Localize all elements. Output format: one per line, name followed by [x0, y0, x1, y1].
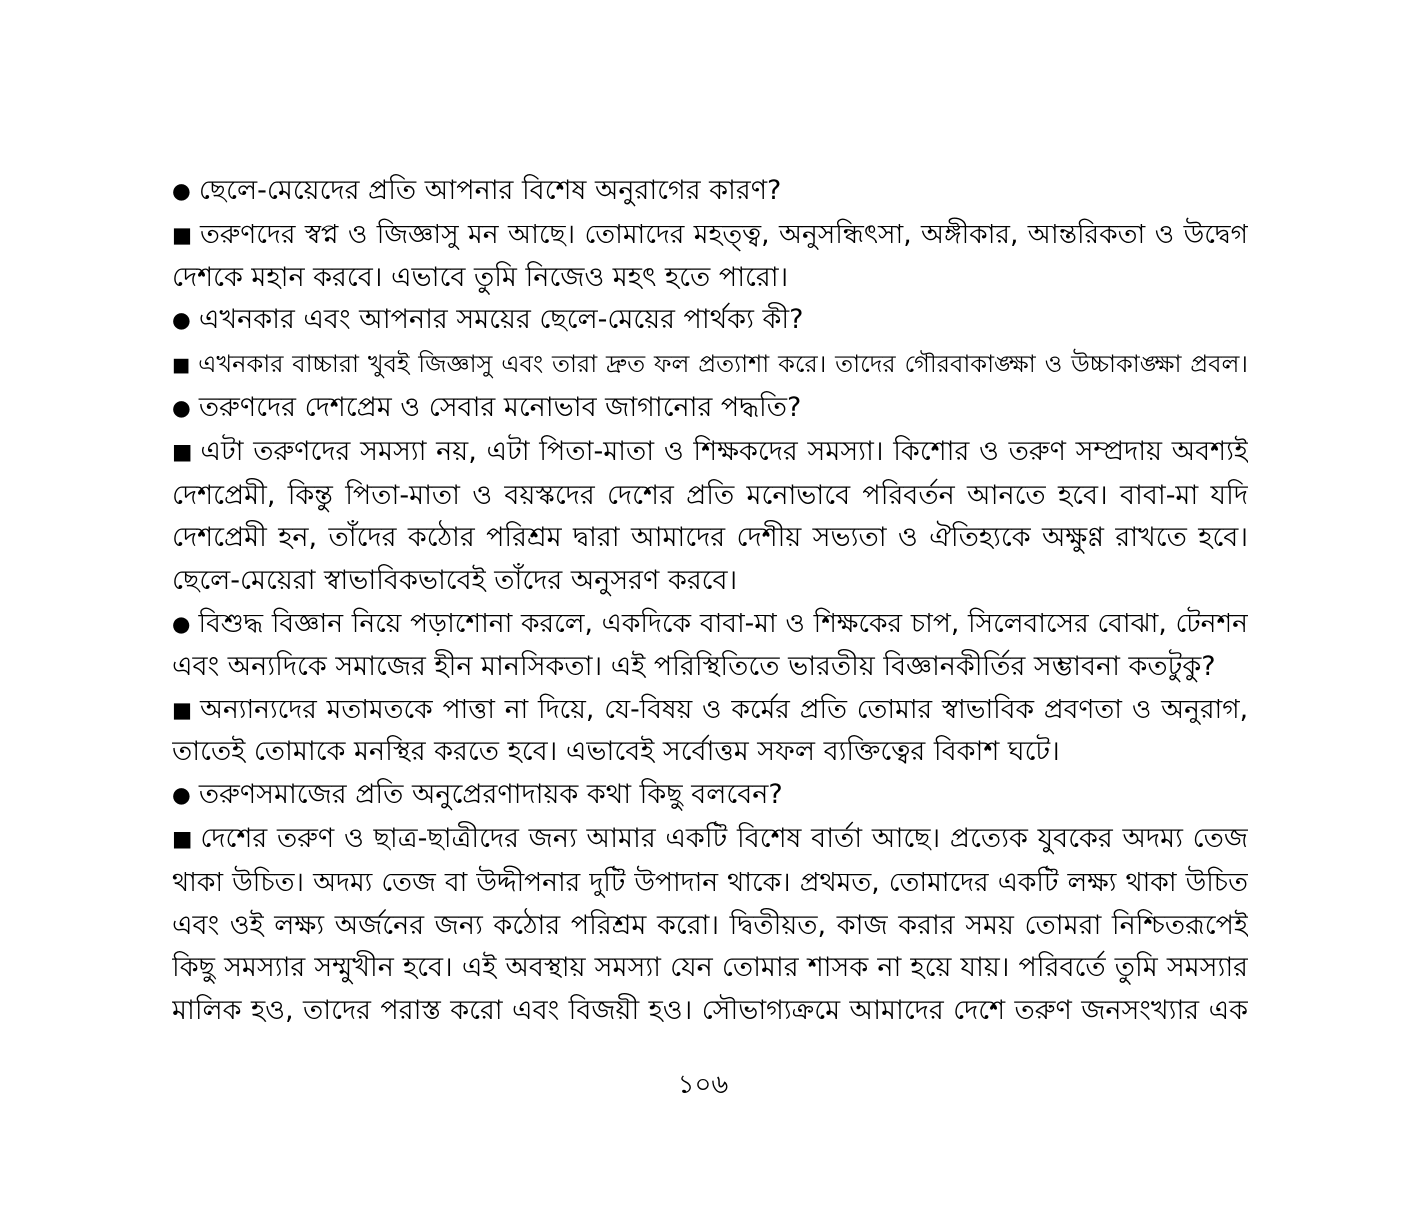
text-line: [172, 299, 1248, 343]
answer-text: দেশপ্রেমী, কিন্তু পিতা-মাতা ও বয়স্কদের দেশের প্রতি মনোভাবে পরিবর্তন আনতে হবে। বাবা-মা যদি: [172, 479, 1248, 511]
question-text: তরুণসমাজের প্রতি অনুপ্রেরণাদায়ক কথা কিছু বলবেন?: [198, 779, 783, 811]
answer-text: মালিক হও, তাদের পরাস্ত করো এবং বিজয়ী হও। সৌভাগ্যক্রমে আমাদের দেশে তরুণ জনসংখ্যার এক: [172, 995, 1248, 1027]
text-line: [172, 257, 1248, 300]
question-text: এবং অন্যদিকে সমাজের হীন মানসিকতা। এই পরিস্থিতিতে ভারতীয় বিজ্ঞানকীর্তির সম্ভাবনা কতটুকু?: [172, 650, 1216, 682]
answer-text: দেশকে মহান করবে। এভাবে তুমি নিজেও মহৎ হতে পারো।: [172, 261, 789, 293]
question-2: [172, 299, 1248, 343]
text-line: [172, 560, 1248, 603]
answer-bullet-icon: ■: [172, 439, 193, 465]
question-bullet-icon: ●: [172, 395, 191, 421]
question-text: এখনকার এবং আপনার সময়ের ছেলে-মেয়ের পার্থক্য কী?: [198, 304, 804, 336]
question-bullet-icon: ●: [172, 783, 191, 809]
answer-3: [172, 431, 1248, 603]
answer-bullet-icon: ■: [172, 826, 193, 852]
text-line: [172, 603, 1248, 646]
answer-text: এটা তরুণদের সমস্যা নয়, এটা পিতা-মাতা ও শিক্ষকদের সমস্যা। কিশোর ও তরুণ সম্প্রদায় অবশ্যই: [200, 435, 1248, 467]
answer-text: কিছু সমস্যার সম্মুখীন হবে। এই অবস্থায় সমস্যা যেন তোমার শাসক না হয়ে যায়। পরিবর্তে তুমি সমস্যার: [172, 952, 1248, 984]
question-bullet-icon: ●: [172, 179, 191, 204]
text-line: [172, 990, 1248, 1033]
page-number: ১০৬: [677, 1070, 729, 1100]
text-line: [172, 517, 1248, 560]
question-text: ছেলে-মেয়েদের প্রতি আপনার বিশেষ অনুরাগের কারণ?: [198, 175, 782, 206]
answer-text: থাকা উচিত। অদম্য তেজ বা উদ্দীপনার দুটি উপাদান থাকে। প্রথমত, তোমাদের একটি লক্ষ্য থাকা উচিত: [172, 866, 1248, 898]
text-line: [172, 862, 1248, 905]
text-line: [172, 475, 1248, 518]
answer-text: অন্যান্যদের মতামতকে পাত্তা না দিয়ে, যে-বিষয় ও কর্মের প্রতি তোমার স্বাভাবিক প্রবণতা ও অনুরাগ,: [200, 693, 1248, 725]
text-line: [172, 774, 1248, 818]
text-line: [172, 689, 1248, 732]
question-bullet-icon: ●: [172, 610, 191, 636]
page-body: [172, 170, 1248, 1033]
answer-text: তাতেই তোমাকে মনস্থির করতে হবে। এভাবেই সর্বোত্তম সফল ব্যক্তিত্বের বিকাশ ঘটে।: [172, 736, 1060, 768]
text-line: [172, 947, 1248, 990]
text-line: [172, 731, 1248, 774]
answer-text: ছেলে-মেয়েরা স্বাভাবিকভাবেই তাঁদের অনুসরণ করবে।: [172, 565, 738, 597]
question-text: তরুণদের দেশপ্রেম ও সেবার মনোভাব জাগানোর পদ্ধতি?: [198, 391, 802, 423]
answer-4: [172, 689, 1248, 775]
answer-bullet-icon: ■: [172, 696, 193, 722]
answer-text: দেশের তরুণ ও ছাত্র-ছাত্রীদের জন্য আমার একটি বিশেষ বার্তা আছে। প্রত্যেক যুবকের অদম্য তেজ: [200, 822, 1248, 854]
question-1: [172, 170, 1248, 214]
question-3: [172, 387, 1248, 431]
question-5: [172, 774, 1248, 818]
answer-2: [172, 343, 1248, 387]
question-text: বিশুদ্ধ বিজ্ঞান নিয়ে পড়াশোনা করলে, একদিকে বাবা-মা ও শিক্ষকের চাপ, সিলেবাসের বোঝা, টেনশন: [198, 607, 1248, 639]
text-line: [172, 214, 1248, 257]
answer-text: দেশপ্রেমী হন, তাঁদের কঠোর পরিশ্রম দ্বারা আমাদের দেশীয় সভ্যতা ও ঐতিহ্যকে অক্ষুণ্ণ রাখতে হবে।: [172, 522, 1248, 554]
answer-bullet-icon: ■: [172, 353, 191, 377]
text-line: [172, 387, 1248, 431]
answer-5: [172, 818, 1248, 1033]
answer-1: [172, 214, 1248, 300]
question-bullet-icon: ●: [172, 308, 191, 334]
answer-text: এবং ওই লক্ষ্য অর্জনের জন্য কঠোর পরিশ্রম করো। দ্বিতীয়ত, কাজ করার সময় তোমরা নিশ্চিতরূপেই: [172, 909, 1248, 941]
question-4: [172, 603, 1248, 689]
text-line: [172, 170, 1248, 214]
answer-text: তরুণদের স্বপ্ন ও জিজ্ঞাসু মন আছে। তোমাদের মহত্ত্ব, অনুসন্ধিৎসা, অঙ্গীকার, আন্তরিকতা ও উদ্বেগ: [200, 218, 1248, 250]
text-line: [172, 818, 1248, 862]
text-line: [172, 343, 1248, 387]
text-line: [172, 431, 1248, 475]
answer-bullet-icon: ■: [172, 221, 193, 247]
text-line: [172, 646, 1248, 689]
answer-text: এখনকার বাচ্চারা খুবই জিজ্ঞাসু এবং তারা দ্রুত ফল প্রত্যাশা করে। তাদের গৌরবাকাঙ্ক্ষা ও উচ্চাকাঙ্ক্ষা প্রবল।: [198, 350, 1248, 379]
text-line: [172, 905, 1248, 948]
